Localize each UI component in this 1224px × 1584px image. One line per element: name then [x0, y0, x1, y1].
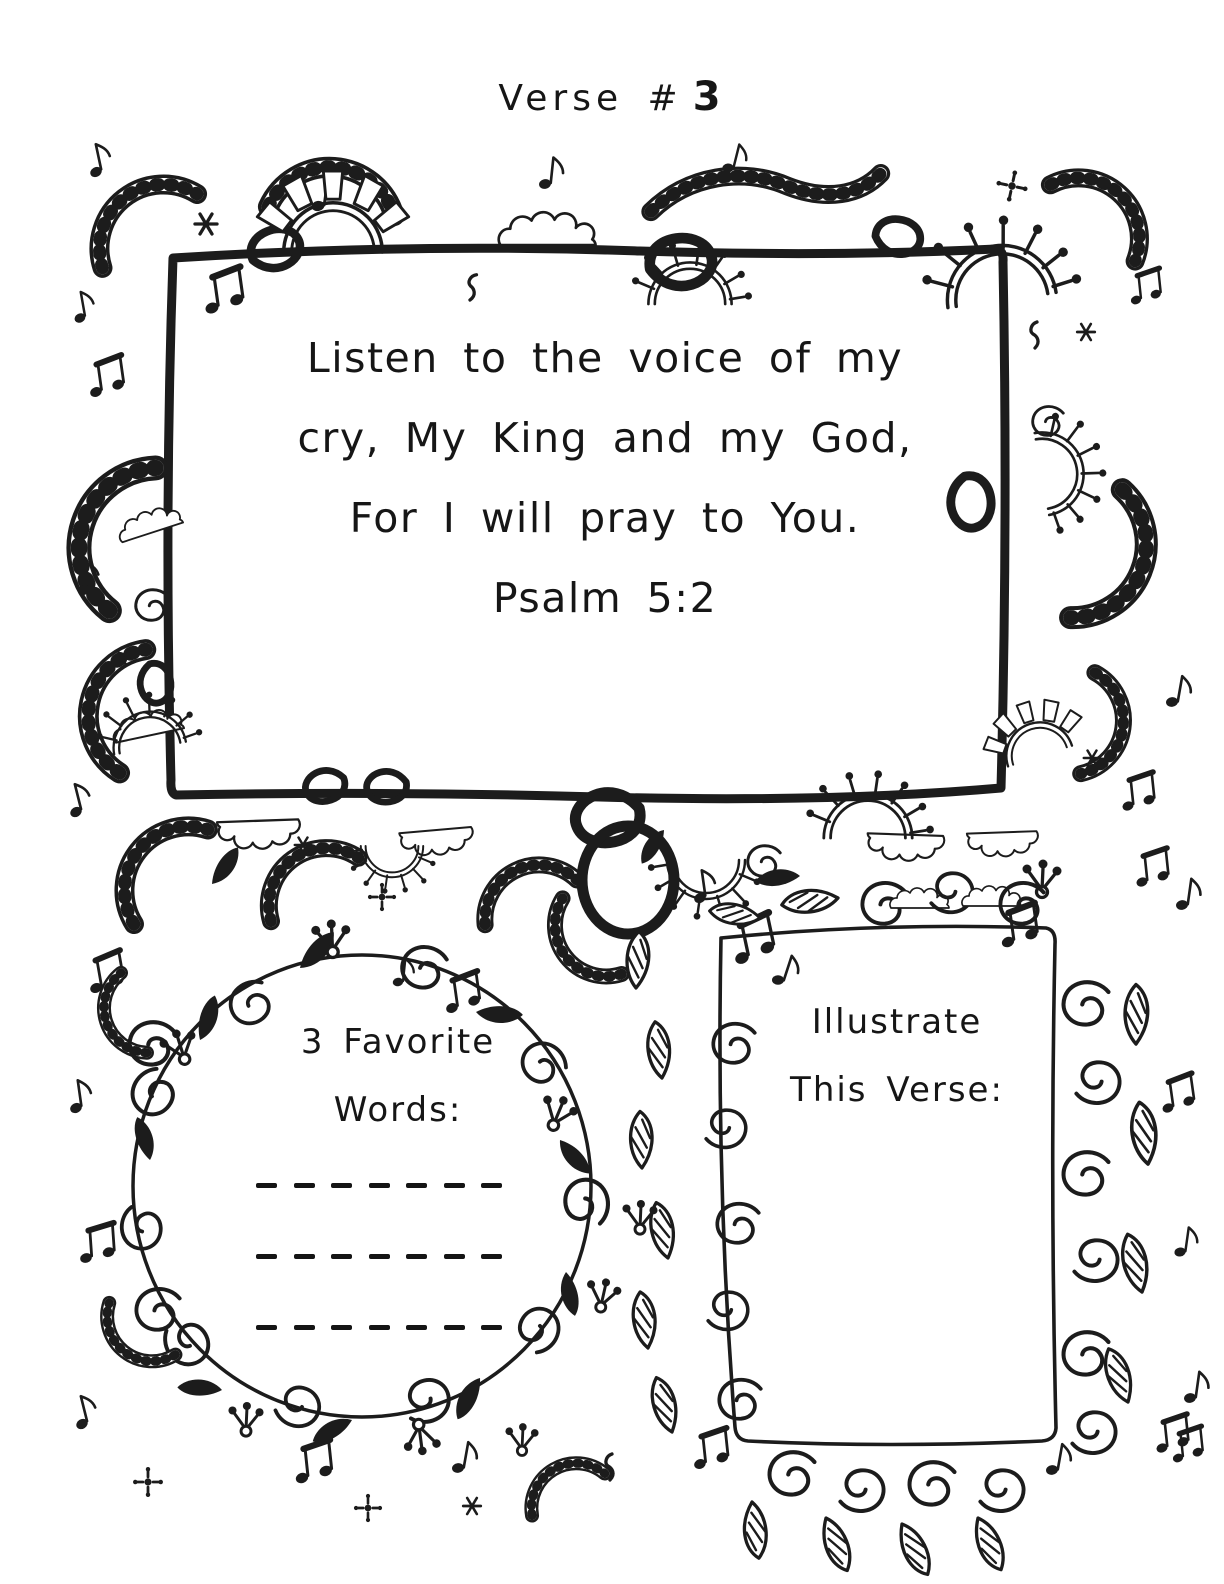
answer-dash [331, 1183, 352, 1188]
answer-dash [481, 1325, 502, 1330]
answer-dash [481, 1254, 502, 1259]
answer-dash [369, 1183, 390, 1188]
answer-dash [481, 1183, 502, 1188]
answer-dash [406, 1183, 427, 1188]
verse-reference: Psalm 5:2 [492, 574, 718, 622]
answer-dash [256, 1325, 277, 1330]
verse-line: cry, My King and my God, [297, 414, 913, 462]
favorite-words-lines [256, 1183, 502, 1396]
answer-dash [294, 1254, 315, 1259]
answer-dash [406, 1254, 427, 1259]
answer-dash [406, 1325, 427, 1330]
illustrate-label-line2: This Verse: [790, 1070, 1004, 1110]
answer-dash [444, 1254, 465, 1259]
illustrate-label [697, 988, 1097, 1124]
verse-card [185, 318, 1025, 638]
answer-line [256, 1325, 502, 1330]
answer-dash [256, 1183, 277, 1188]
answer-dash [256, 1254, 277, 1259]
favorite-words-label [198, 1008, 598, 1144]
leaf-band-doodles [611, 869, 718, 1432]
favorite-words-label-line2: Words: [333, 1090, 463, 1130]
verse-line: Listen to the voice of my [306, 334, 904, 382]
answer-dash [294, 1183, 315, 1188]
verse-line: For I will pray to You. [349, 494, 861, 542]
page-title-number: 3 [692, 74, 726, 120]
illustrate-box-frame [690, 861, 1211, 1575]
answer-dash [444, 1325, 465, 1330]
answer-dash [331, 1325, 352, 1330]
illustrate-label-line1: Illustrate [811, 1002, 983, 1042]
answer-dash [369, 1254, 390, 1259]
answer-dash [294, 1325, 315, 1330]
answer-dash [331, 1254, 352, 1259]
page-title-prefix: Verse # [498, 78, 683, 119]
answer-dash [444, 1183, 465, 1188]
answer-line [256, 1183, 502, 1188]
answer-line [256, 1254, 502, 1259]
page-title [0, 74, 1224, 120]
left-border-doodles [60, 355, 204, 820]
favorite-words-label-line1: 3 Favorite [300, 1022, 496, 1062]
answer-dash [369, 1325, 390, 1330]
